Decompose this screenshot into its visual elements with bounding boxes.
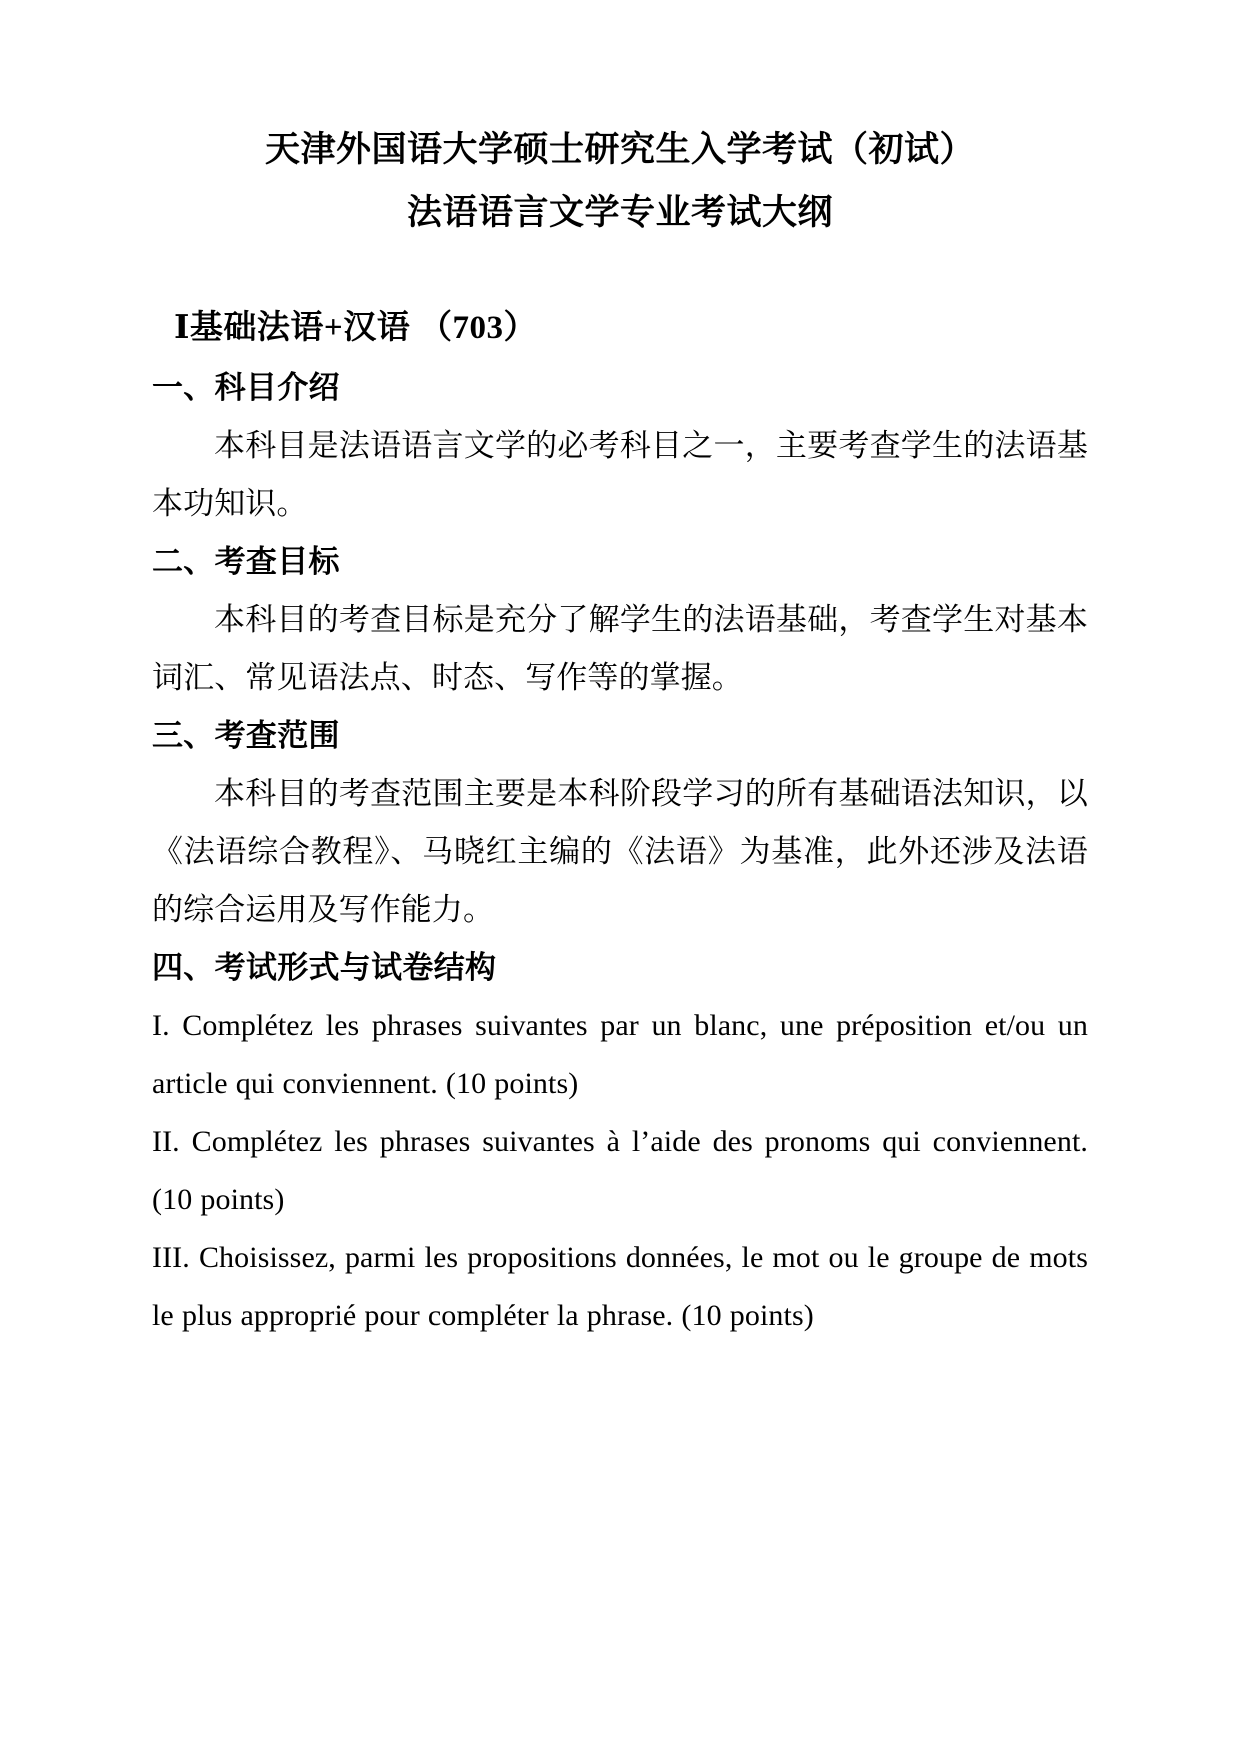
sub-heading-assessment-scope: 三、考查范围 <box>152 718 340 753</box>
exam-item-2: II. Complétez les phrases suivantes à l’aide des pronoms qui conviennent. (10 points) <box>152 1125 1088 1216</box>
paragraph-assessment-goal: 本科目的考查目标是充分了解学生的法语基础，考查学生对基本词汇、常见语法点、时态、写作等的掌握。 <box>152 602 1088 695</box>
page-title <box>152 118 1088 244</box>
title-line-1: 天津外国语大学硕士研究生入学考试（初试） <box>264 130 975 169</box>
section-heading-subject: Ⅰ基础法语+汉语 （703） <box>174 310 537 346</box>
paragraph-assessment-scope: 本科目的考查范围主要是本科阶段学习的所有基础语法知识，以《法语综合教程》、马晓红主编的《法语》为基准，此外还涉及法语的综合运用及写作能力。 <box>152 776 1088 927</box>
sub-heading-subject-intro: 一、科目介绍 <box>152 370 340 405</box>
exam-item-3: III. Choisissez, parmi les propositions données, le mot ou le groupe de mots le plus approprié pour compléter la phrase. (10 points) <box>152 1241 1088 1332</box>
exam-item-1: I. Complétez les phrases suivantes par un blanc, une préposition et/ou un article qui conviennent. (10 points) <box>152 1009 1088 1100</box>
sub-heading-exam-format: 四、考试形式与试卷结构 <box>152 950 497 985</box>
paragraph-subject-intro: 本科目是法语语言文学的必考科目之一，主要考查学生的法语基本功知识。 <box>152 428 1088 521</box>
title-line-2: 法语语言文学专业考试大纲 <box>406 193 833 232</box>
title-spacer <box>152 244 1088 299</box>
sub-heading-assessment-goal: 二、考查目标 <box>152 544 340 579</box>
